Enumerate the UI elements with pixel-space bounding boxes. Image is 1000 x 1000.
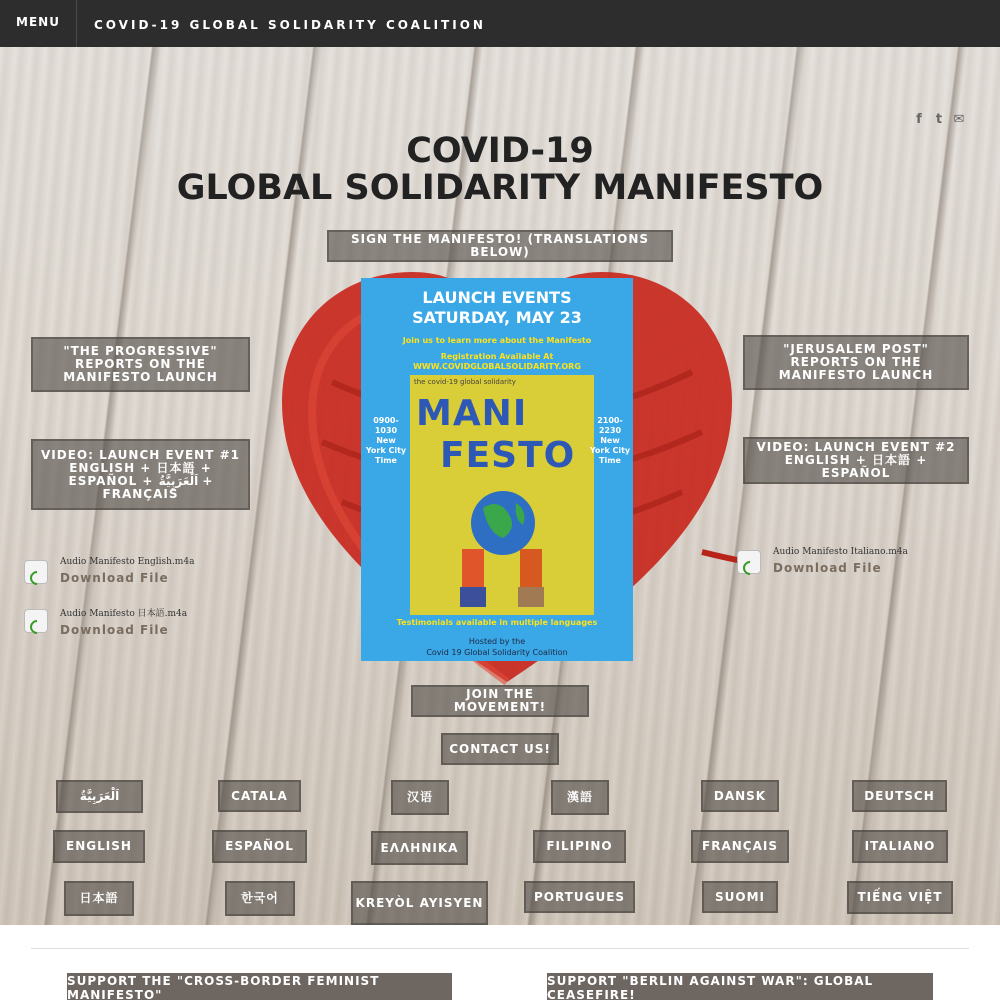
poster-manifesto-panel: [410, 375, 594, 615]
progressive-report-button[interactable]: "THE PROGRESSIVE" REPORTS ON THE MANIFESTO LAUNCH: [31, 337, 250, 392]
language-button-kreyol-ayisyen[interactable]: KREYÒL AYISYEN: [351, 881, 488, 925]
language-button-chinese-simplified[interactable]: 汉语: [391, 780, 449, 815]
twitter-icon[interactable]: t: [935, 112, 943, 127]
language-button-espanol[interactable]: ESPAÑOL: [212, 830, 307, 863]
language-button-suomi[interactable]: SUOMI: [702, 881, 778, 913]
audio-file-icon[interactable]: [24, 560, 48, 584]
language-button-catala[interactable]: CATALA: [218, 780, 301, 812]
poster-right-time: 2100-2230 New York City Time: [589, 416, 631, 465]
poster-left-time: 0900-1030 New York City Time: [365, 416, 407, 465]
language-button-portugues[interactable]: PORTUGUES: [524, 881, 635, 913]
support-feminist-manifesto-button[interactable]: SUPPORT THE "CROSS-BORDER FEMINIST MANIFESTO": [67, 973, 452, 1000]
top-navigation-bar: [0, 0, 1000, 47]
jerusalem-post-button[interactable]: "JERUSALEM POST" REPORTS ON THE MANIFESTO LAUNCH: [743, 335, 969, 390]
globe-illustration: [448, 483, 558, 613]
page-title-line1: COVID-19: [406, 131, 594, 171]
contact-us-button[interactable]: CONTACT US!: [441, 733, 559, 765]
language-button-francais[interactable]: FRANÇAIS: [691, 830, 789, 863]
language-button-greek[interactable]: ΕΛΛΗΝΙΚΑ: [371, 831, 468, 865]
social-links: [912, 113, 966, 127]
download-file-link[interactable]: Download File: [60, 623, 169, 637]
join-movement-button[interactable]: JOIN THE MOVEMENT!: [411, 685, 589, 717]
audio-file-icon[interactable]: [737, 550, 761, 574]
poster-tagline: Join us to learn more about the Manifesto: [402, 336, 592, 345]
language-button-japanese[interactable]: 日本語: [64, 881, 134, 916]
page-title-line2: GLOBAL SOLIDARITY MANIFESTO: [176, 168, 824, 208]
audio-file-english: [24, 557, 194, 585]
poster-festo: FESTO: [440, 435, 576, 476]
poster-heading-2: SATURDAY, MAY 23: [412, 308, 582, 327]
audio-file-name[interactable]: Audio Manifesto 日本語.m4a: [60, 609, 188, 619]
facebook-icon[interactable]: f: [916, 112, 922, 127]
language-button-chinese-traditional[interactable]: 漢語: [551, 780, 609, 815]
poster-hosted-2: Covid 19 Global Solidarity Coalition: [426, 648, 568, 657]
audio-file-italian: [737, 547, 908, 575]
language-button-tieng-viet[interactable]: TIẾNG VIỆT: [847, 881, 953, 914]
language-button-dansk[interactable]: DANSK: [701, 780, 779, 812]
poster-url: WWW.COVIDGLOBALSOLIDARITY.ORG: [413, 362, 581, 371]
hero-section: [0, 47, 1000, 925]
audio-file-japanese: [24, 606, 187, 637]
poster-heading-1: LAUNCH EVENTS: [422, 288, 572, 307]
sign-manifesto-button[interactable]: SIGN THE MANIFESTO! (TRANSLATIONS BELOW): [327, 230, 673, 262]
audio-file-name[interactable]: Audio Manifesto Italiano.m4a: [773, 547, 908, 557]
download-file-link[interactable]: Download File: [773, 561, 882, 575]
poster-small-text: the covid-19 global solidarity: [414, 378, 516, 386]
audio-file-icon[interactable]: [24, 609, 48, 633]
language-button-filipino[interactable]: FILIPINO: [533, 830, 626, 863]
video-launch-event-2-button[interactable]: VIDEO: LAUNCH EVENT #2 ENGLISH + 日本語 + ESPAÑOL: [743, 437, 969, 484]
launch-events-poster[interactable]: [361, 278, 633, 661]
language-button-korean[interactable]: 한국어: [225, 881, 295, 916]
email-icon[interactable]: ✉: [953, 112, 965, 127]
support-berlin-against-war-button[interactable]: SUPPORT "BERLIN AGAINST WAR": GLOBAL CEASEFIRE!: [547, 973, 933, 1000]
language-button-arabic[interactable]: اَلْعَرَبِيَّةُ: [56, 780, 143, 813]
language-button-deutsch[interactable]: DEUTSCH: [852, 780, 947, 812]
site-title[interactable]: COVID-19 GLOBAL SOLIDARITY COALITION: [94, 18, 486, 32]
poster-registration: Registration Available At: [440, 352, 554, 361]
download-file-link[interactable]: Download File: [60, 571, 169, 585]
footer-divider: [31, 948, 969, 949]
footer-section: [0, 925, 1000, 1000]
poster-hosted-1: Hosted by the: [468, 637, 526, 646]
poster-mani: MANI: [416, 393, 528, 434]
audio-file-name[interactable]: Audio Manifesto English.m4a: [60, 557, 195, 567]
video-launch-event-1-button[interactable]: VIDEO: LAUNCH EVENT #1 ENGLISH + 日本語 + ESPAÑOL + اَلْعَرَبِيَّةُ + FRANÇAIS: [31, 439, 250, 510]
language-button-italiano[interactable]: ITALIANO: [852, 830, 948, 863]
language-button-english[interactable]: ENGLISH: [53, 830, 145, 863]
poster-testimonials: Testimonials available in multiple languages: [396, 618, 598, 627]
menu-button[interactable]: MENU: [0, 0, 77, 47]
